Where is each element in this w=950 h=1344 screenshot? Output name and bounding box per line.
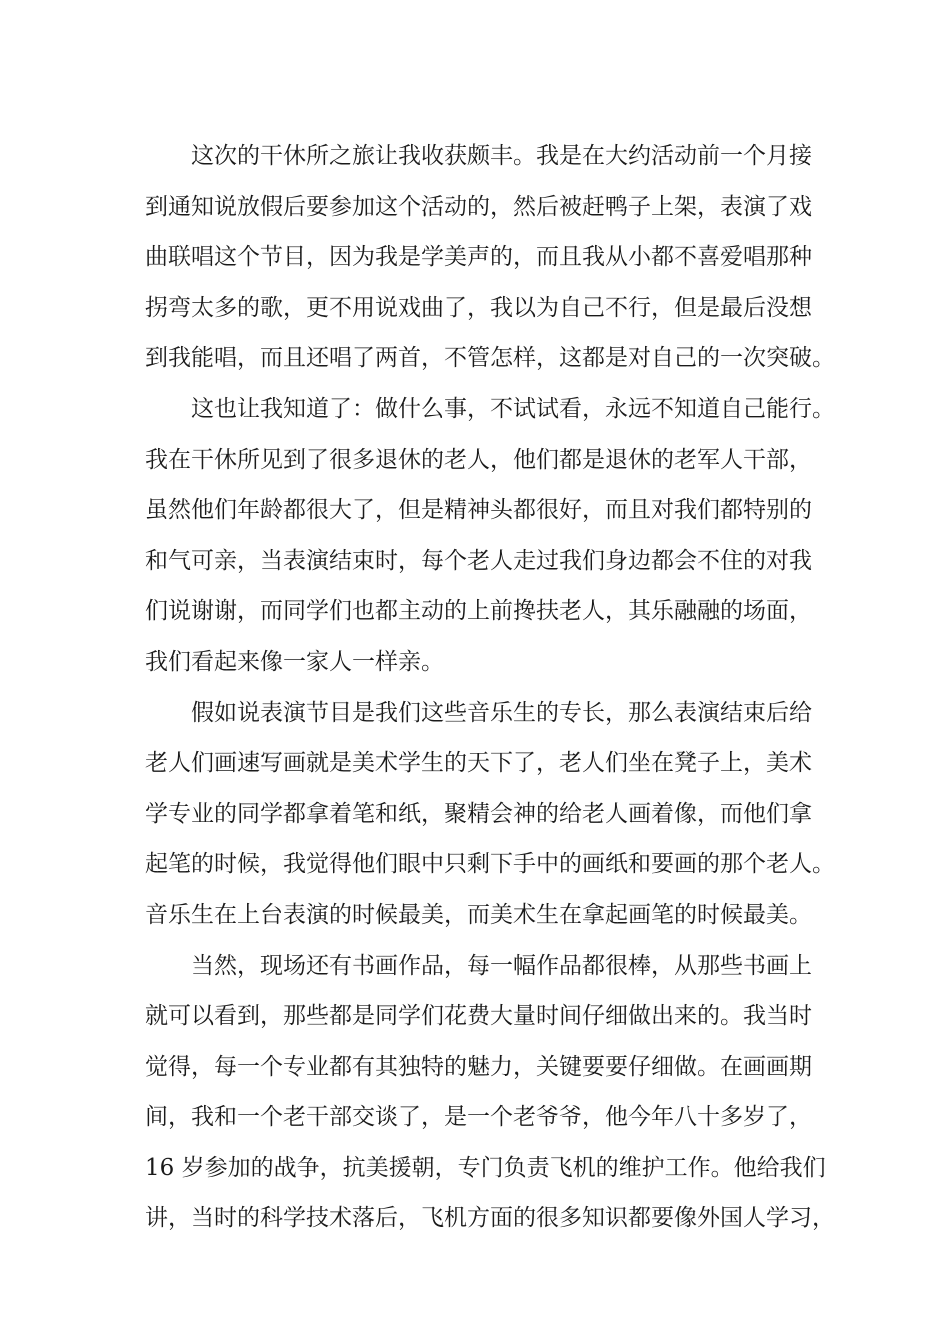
text-line: 间，我和一个老干部交谈了，是一个老爷爷，他今年八十多岁了，	[145, 1104, 812, 1131]
text-line: 们说谢谢，而同学们也都主动的上前搀扶老人，其乐融融的场面，	[145, 598, 812, 625]
text-line: 16 岁参加的战争，抗美援朝，专门负责飞机的维护工作。他给我们	[145, 1154, 826, 1181]
text-line: 到通知说放假后要参加这个活动的，然后被赶鸭子上架，表演了戏	[145, 193, 812, 220]
text-line: 我们看起来像一家人一样亲。	[145, 648, 444, 675]
text-line: 我在干休所见到了很多退休的老人，他们都是退休的老军人干部，	[145, 446, 812, 473]
text-line: 曲联唱这个节目，因为我是学美声的，而且我从小都不喜爱唱那种	[145, 244, 812, 271]
paragraph-3	[145, 688, 835, 941]
text-line: 当然，现场还有书画作品，每一幅作品都很棒，从那些书画上	[191, 952, 812, 979]
text-line: 这次的干休所之旅让我收获颇丰。我是在大约活动前一个月接	[191, 143, 812, 169]
text-line: 假如说表演节目是我们这些音乐生的专长，那么表演结束后给	[191, 699, 812, 726]
paragraph-1	[145, 131, 835, 384]
text-line: 音乐生在上台表演的时候最美，而美术生在拿起画笔的时候最美。	[145, 901, 812, 928]
text-line: 拐弯太多的歌，更不用说戏曲了，我以为自己不行，但是最后没想	[145, 294, 812, 321]
text-line: 老人们画速写画就是美术学生的天下了，老人们坐在凳子上，美术	[145, 750, 812, 777]
text-line: 虽然他们年龄都很大了，但是精神头都很好，而且对我们都特别的	[145, 497, 812, 524]
text-line: 学专业的同学都拿着笔和纸，聚精会神的给老人画着像，而他们拿	[145, 800, 812, 827]
text-line: 起笔的时候，我觉得他们眼中只剩下手中的画纸和要画的那个老人。	[145, 851, 835, 878]
paragraph-4	[145, 941, 835, 1245]
paragraph-2	[145, 384, 835, 688]
text-line: 觉得，每一个专业都有其独特的魅力，关键要要仔细做。在画画期	[145, 1053, 812, 1080]
text-line: 讲，当时的科学技术落后，飞机方面的很多知识都要像外国人学习，	[145, 1205, 835, 1232]
text-line: 到我能唱，而且还唱了两首，不管怎样，这都是对自己的一次突破。	[145, 345, 835, 372]
text-line: 这也让我知道了：做什么事，不试试看，永远不知道自己能行。	[191, 395, 835, 422]
text-line: 和气可亲，当表演结束时，每个老人走过我们身边都会不住的对我	[145, 547, 812, 574]
text-line: 就可以看到，那些都是同学们花费大量时间仔细做出来的。我当时	[145, 1003, 812, 1030]
document-body	[145, 131, 835, 1244]
